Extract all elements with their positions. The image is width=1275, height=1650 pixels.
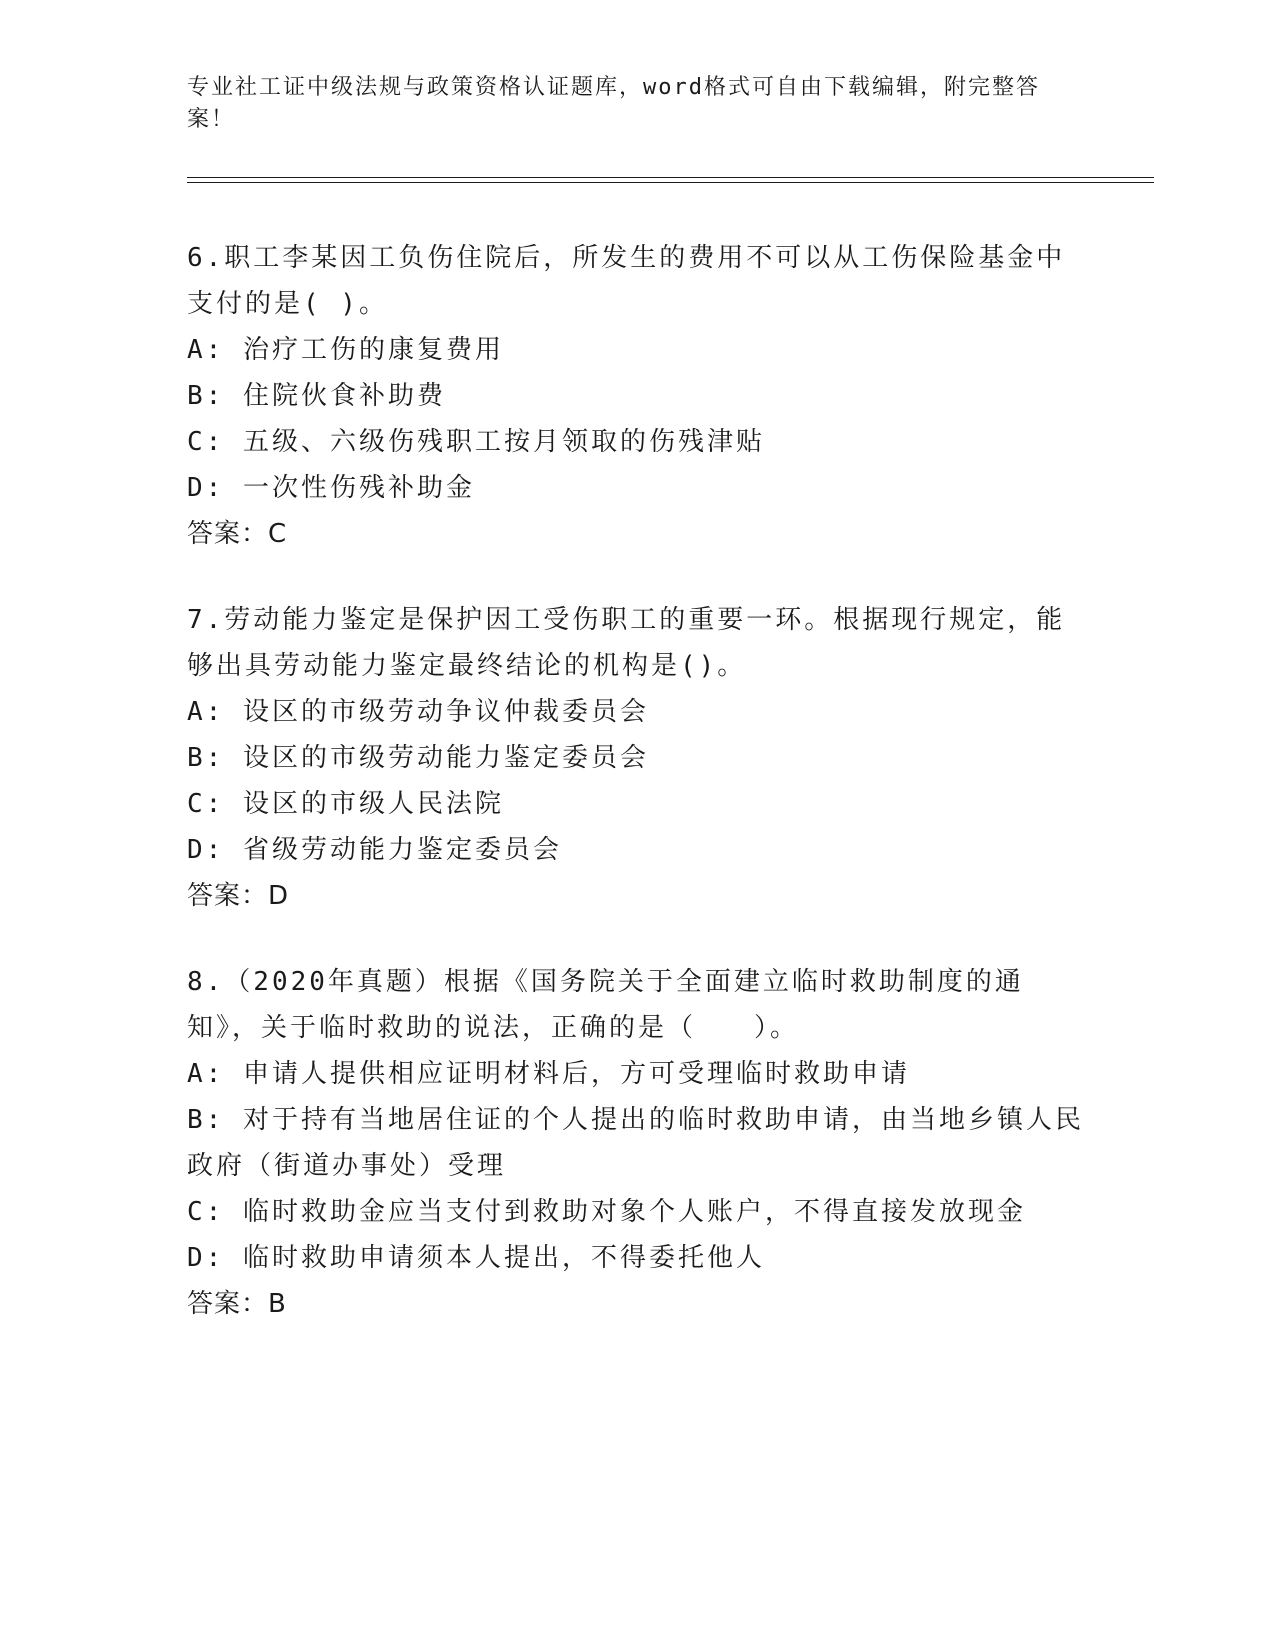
option-d: D: 省级劳动能力鉴定委员会 [187, 835, 562, 865]
question-stem: 7.劳动能力鉴定是保护因工受伤职工的重要一环。根据现行规定，能够出具劳动能力鉴定最终结论的机构是()。 [187, 605, 1066, 681]
option-a: A: 申请人提供相应证明材料后，方可受理临时救助申请 [187, 1059, 910, 1089]
answer-line: 答案：B [187, 1289, 287, 1319]
question-stem: 6.职工李某因工负伤住院后，所发生的费用不可以从工伤保险基金中支付的是( )。 [187, 243, 1066, 319]
option-c: C: 五级、六级伤残职工按月领取的伤残津贴 [187, 427, 765, 457]
option-c: C: 设区的市级人民法院 [187, 789, 504, 819]
option-d: D: 一次性伤残补助金 [187, 473, 475, 503]
option-b: B: 住院伙食补助费 [187, 381, 446, 411]
answer-line: 答案：D [187, 881, 290, 911]
option-a: A: 治疗工伤的康复费用 [187, 335, 504, 365]
question-6 [187, 235, 1087, 557]
question-list [187, 235, 1087, 1367]
option-d: D: 临时救助申请须本人提出，不得委托他人 [187, 1243, 765, 1273]
option-c: C: 临时救助金应当支付到救助对象个人账户，不得直接发放现金 [187, 1197, 1026, 1227]
question-8 [187, 959, 1087, 1327]
question-7 [187, 597, 1087, 919]
document-header: 专业社工证中级法规与政策资格认证题库，word格式可自由下载编辑，附完整答案！ [187, 75, 1040, 132]
header-divider-top [187, 177, 1154, 178]
header-divider-bottom [187, 182, 1154, 183]
option-b: B: 对于持有当地居住证的个人提出的临时救助申请，由当地乡镇人民政府（街道办事处）受理 [187, 1105, 1084, 1181]
question-stem: 8.（2020年真题）根据《国务院关于全面建立临时救助制度的通知》，关于临时救助的说法，正确的是（ ）。 [187, 967, 1024, 1043]
option-a: A: 设区的市级劳动争议仲裁委员会 [187, 697, 649, 727]
option-b: B: 设区的市级劳动能力鉴定委员会 [187, 743, 649, 773]
answer-line: 答案：C [187, 519, 288, 549]
